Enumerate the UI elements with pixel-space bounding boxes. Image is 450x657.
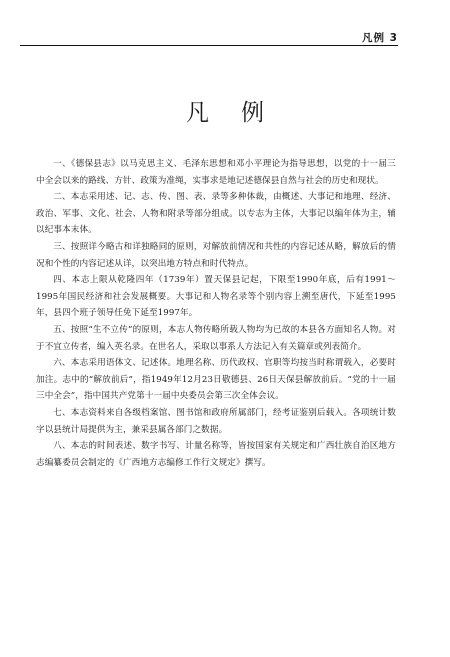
paragraph-5: 五、按照“生不立传”的原则，本志人物传略所载人物均为已故的本县各方面知名人物。对于不宜立传者，编入英名录。在世名人，采取以事系人方法记入有关篇章或列表简介。 (36, 324, 396, 352)
paragraph-4: 四、本志上限从乾隆四年（1739年）置天保县记起，下限至1990年底，后有1991～1995年国民经济和社会发展概要。大事记和人物名录等个别内容上溯至唐代，下延至1995年，县四个班子领导任免下延至1997年。 (36, 275, 396, 319)
page-title: 凡例 (186, 100, 296, 126)
paragraph-6: 六、本志采用语体文、记述体。地理名称、历代政权、官职等均按当时称谓载入，必要时加注。志中的“解放前后”，指1949年12月23日敬德县、26日天保县解放前后。“党的十一届三中全会”，指中国共产党第十一届中央委员会第三次全体会议。 (36, 358, 396, 402)
paragraph-8: 八、本志的时间表述、数字书写、计量名称等，皆按国家有关规定和广西壮族自治区地方志编纂委员会制定的《广西地方志编修工作行文规定》撰写。 (36, 441, 396, 468)
running-head (0, 0, 450, 48)
paragraph-7: 七、本志资料来自各级档案馆、图书馆和政府所属部门，经考证鉴别后载入。各项统计数字以县统计局提供为主，兼采县属各部门之数据。 (36, 407, 396, 435)
body-text (36, 156, 396, 471)
running-head-text: 凡例 3 (362, 32, 398, 44)
header-rule (20, 45, 398, 46)
paragraph-3: 三、按照详今略古和详独略同的原则，对解放前情况和共性的内容记述从略，解放后的情况和个性的内容记述从详，以突出地方特点和时代特点。 (36, 241, 396, 269)
paragraph-2: 二、本志采用述、记、志、传、图、表、录等多种体裁，由概述、大事记和地理、经济、政治、军事、文化、社会、人物和附录等部分组成。以专志为主体，大事记以编年体为主，辅以纪事本末体。 (36, 192, 396, 236)
paragraph-1: 一、《德保县志》以马克思主义、毛泽东思想和邓小平理论为指导思想，以党的十一届三中全会以来的路线、方针、政策为准绳，实事求是地记述德保县自然与社会的历史和现状。 (36, 159, 396, 186)
